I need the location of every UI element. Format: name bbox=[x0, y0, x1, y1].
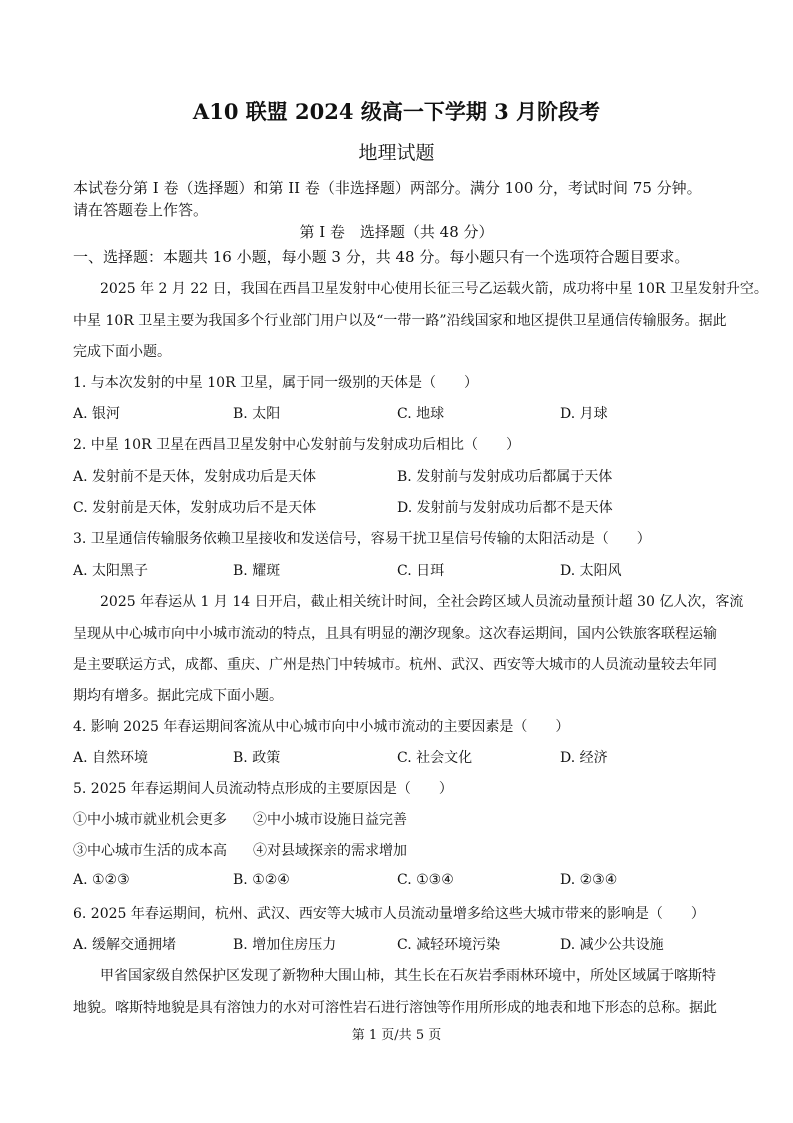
passage1-line: 完成下面小题。 bbox=[73, 344, 171, 360]
question-5-item-3: ③中心城市生活的成本高 bbox=[73, 843, 227, 859]
question-4-option-d: D. 经济 bbox=[560, 750, 608, 766]
question-1-stem: 1. 与本次发射的中星 10R 卫星，属于同一级别的天体是（ ） bbox=[73, 375, 479, 391]
question-5-item-1: ①中小城市就业机会更多 bbox=[73, 812, 227, 828]
question-5-stem: 5. 2025 年春运期间人员流动特点形成的主要原因是（ ） bbox=[73, 781, 453, 797]
exam-title: A10 联盟 2024 级高一下学期 3 月阶段考 bbox=[192, 99, 601, 124]
page-number: 第 1 页/共 5 页 bbox=[351, 1028, 442, 1043]
question-1-option-d: D. 月球 bbox=[560, 406, 608, 422]
passage1-line: 2025 年 2 月 22 日，我国在西昌卫星发射中心使用长征三号乙运载火箭，成功将中星 10R 卫星发射升空。 bbox=[100, 281, 768, 297]
question-2-option-a: A. 发射前不是天体，发射成功后是天体 bbox=[73, 469, 317, 485]
question-2-option-c: C. 发射前是天体，发射成功后不是天体 bbox=[73, 500, 317, 516]
intro-line-1: 本试卷分第 I 卷（选择题）和第 II 卷（非选择题）两部分。满分 100 分，考试时间 75 分钟。 bbox=[73, 179, 702, 197]
passage2-line: 是主要联运方式，成都、重庆、广州是热门中转城市。杭州、武汉、西安等大城市的人员流动量较去年同 bbox=[73, 657, 717, 673]
question-4-stem: 4. 影响 2025 年春运期间客流从中心城市向中小城市流动的主要因素是（ ） bbox=[73, 719, 570, 735]
question-6-option-d: D. 减少公共设施 bbox=[560, 937, 664, 953]
question-4-option-c: C. 社会文化 bbox=[397, 750, 473, 766]
question-1-option-a: A. 银河 bbox=[73, 406, 121, 422]
question-3-option-a: A. 太阳黑子 bbox=[73, 563, 149, 579]
question-2-stem: 2. 中星 10R 卫星在西昌卫星发射中心发射前与发射成功后相比（ ） bbox=[73, 437, 521, 453]
question-2-option-b: B. 发射前与发射成功后都属于天体 bbox=[397, 469, 613, 485]
intro-line-2: 请在答题卷上作答。 bbox=[73, 201, 209, 219]
passage1-line: 中星 10R 卫星主要为我国多个行业部门用户以及“一带一路”沿线国家和地区提供卫星通信传输服务。据此 bbox=[73, 313, 727, 329]
question-6-option-a: A. 缓解交通拥堵 bbox=[73, 937, 177, 953]
question-5-option-d: D. ②③④ bbox=[560, 872, 618, 888]
question-3-stem: 3. 卫星通信传输服务依赖卫星接收和发送信号，容易干扰卫星信号传输的太阳活动是（ ） bbox=[73, 531, 651, 547]
question-4-option-a: A. 自然环境 bbox=[73, 750, 149, 766]
question-5-item-2: ②中小城市设施日益完善 bbox=[253, 812, 407, 828]
question-5-option-a: A. ①②③ bbox=[73, 872, 130, 888]
question-1-option-b: B. 太阳 bbox=[233, 406, 281, 422]
question-3-option-c: C. 日珥 bbox=[397, 563, 445, 579]
passage2-line: 呈现从中心城市向中小城市流动的特点，且具有明显的潮汐现象。这次春运期间，国内公铁旅客联程运输 bbox=[73, 626, 717, 642]
passage3-line: 地貌。喀斯特地貌是具有溶蚀力的水对可溶性岩石进行溶蚀等作用所形成的地表和地下形态的总称。据此 bbox=[73, 1000, 717, 1016]
question-6-stem: 6. 2025 年春运期间，杭州、武汉、西安等大城市人员流动量增多给这些大城市带来的影响是（ ） bbox=[73, 906, 705, 922]
passage3-line: 甲省国家级自然保护区发现了新物种大围山柿，其生长在石灰岩季雨林环境中，所处区域属于喀斯特 bbox=[100, 968, 716, 984]
passage2-line: 期均有增多。据此完成下面小题。 bbox=[73, 688, 283, 704]
passage2-line: 2025 年春运从 1 月 14 日开启，截止相关统计时间，全社会跨区域人员流动量预计超 30 亿人次，客流 bbox=[100, 594, 744, 610]
question-4-option-b: B. 政策 bbox=[233, 750, 281, 766]
section-heading: 第 I 卷 选择题（共 48 分） bbox=[299, 223, 494, 241]
exam-subject: 地理试题 bbox=[358, 142, 435, 164]
question-5-item-4: ④对县域探亲的需求增加 bbox=[253, 843, 407, 859]
question-3-option-b: B. 耀斑 bbox=[233, 563, 281, 579]
question-3-option-d: D. 太阳风 bbox=[560, 563, 622, 579]
question-1-option-c: C. 地球 bbox=[397, 406, 445, 422]
question-5-option-c: C. ①③④ bbox=[397, 872, 454, 888]
question-6-option-b: B. 增加住房压力 bbox=[233, 937, 337, 953]
question-6-option-c: C. 减轻环境污染 bbox=[397, 937, 501, 953]
question-5-option-b: B. ①②④ bbox=[233, 872, 290, 888]
question-2-option-d: D. 发射前与发射成功后都不是天体 bbox=[397, 500, 613, 516]
section-instruction: 一、选择题：本题共 16 小题，每小题 3 分，共 48 分。每小题只有一个选项符合题目要求。 bbox=[73, 248, 690, 266]
